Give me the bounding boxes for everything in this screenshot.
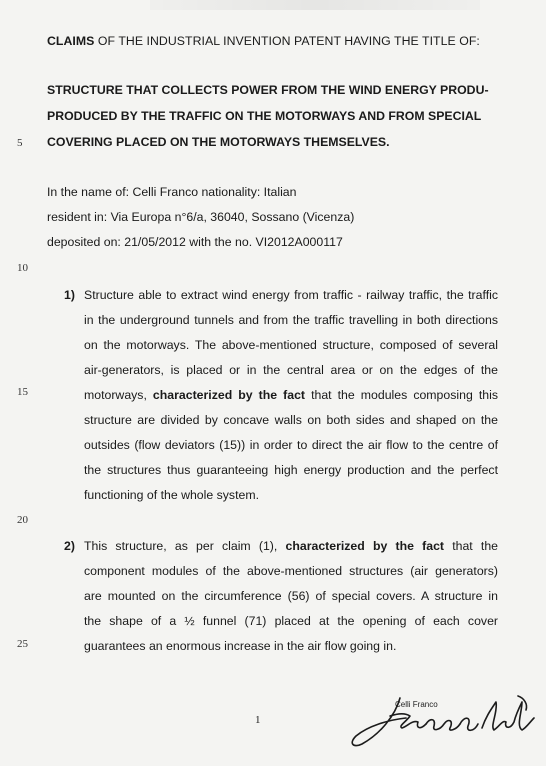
claim-1-line-9: functioning of the whole system. [84,488,259,502]
line-number-5: 5 [17,137,23,149]
claim-1-line-2: in the underground tunnels and from the traffic travelling in both directions [84,313,498,327]
claim-1-line-5-end: that the modules composing this [305,388,498,402]
claim-2-line-1-end: that the [444,539,498,553]
line-number-20: 20 [17,514,28,526]
claim-2-characterized-phrase: characterized by the fact [285,539,445,553]
claim-1-line-5-start: motorways, [84,388,153,402]
claims-heading [47,34,480,48]
claims-heading-rest: OF THE INDUSTRIAL INVENTION PATENT HAVING THE TITLE OF: [94,34,480,48]
claim-2-line-1-start: This structure, as per claim (1), [84,539,286,553]
claim-2-line-2: component modules of the above-mentioned structures (air generators) [84,564,498,578]
title-line-3: COVERING PLACED ON THE MOTORWAYS THEMSELVES. [47,135,390,149]
scan-smudge [150,0,480,10]
claims-word: CLAIMS [47,34,95,48]
claim-1-line-6: structure are divided by concave walls on both sides and shaped on the [84,413,498,427]
title-line-1: STRUCTURE THAT COLLECTS POWER FROM THE WIND ENERGY PRODU- [47,83,489,97]
claim-1-characterized-phrase: characterized by the fact [152,388,306,402]
claim-1-line-8: the structures thus guaranteeing high energy production and the perfect [84,463,498,477]
claim-2-line-4: the shape of a ½ funnel (71) placed at the opening of each cover [84,614,498,628]
claim-2-line-1 [84,539,498,553]
line-number-10: 10 [17,262,28,274]
claim-2-line-5: guarantees an enormous increase in the air flow going in. [84,639,397,653]
deposit-info: deposited on: 21/05/2012 with the no. VI2012A000117 [47,235,343,249]
signature-name-stamp: Celli Franco [395,700,438,709]
claim-2-number: 2) [64,539,75,553]
line-number-15: 15 [17,386,28,398]
line-number-25: 25 [17,638,28,650]
claim-1-line-3: on the motorways. The above-mentioned structure, composed of several [84,338,498,352]
page-number: 1 [255,714,261,726]
claim-2-line-3: are mounted on the circumference (56) of special covers. A structure in [84,589,498,603]
handwritten-signature [340,686,540,752]
title-line-2: PRODUCED BY THE TRAFFIC ON THE MOTORWAYS AND FROM SPECIAL [47,109,482,123]
applicant-residence: resident in: Via Europa n°6/a, 36040, Sossano (Vicenza) [47,210,355,224]
applicant-name: In the name of: Celli Franco nationality: Italian [47,185,297,199]
claim-1-number: 1) [64,288,75,302]
claim-1-line-7: outsides (flow deviators (15)) in order to direct the air flow to the centre of [84,438,498,452]
claim-1-line-5 [84,388,498,402]
claim-1-line-4: air-generators, is placed or in the central area or on the edges of the [84,363,498,377]
claim-1-line-1: Structure able to extract wind energy from traffic - railway traffic, the traffic [84,288,498,302]
